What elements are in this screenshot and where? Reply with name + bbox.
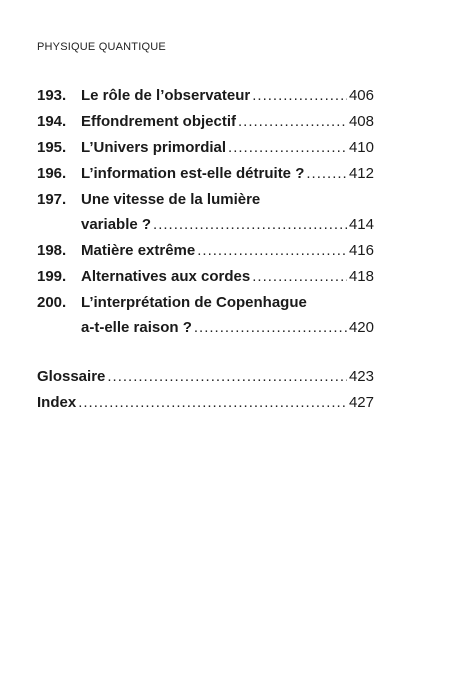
entry-title-line-2: variable ? — [81, 216, 152, 233]
entry-number: 198. — [37, 242, 67, 259]
entry-title: Alternatives aux cordes — [81, 268, 251, 285]
entry-title: Le rôle de l’observateur — [81, 87, 251, 104]
entry-title: Matière extrême — [81, 242, 196, 259]
entry-number: 196. — [37, 165, 67, 182]
entry-title-line-2: a-t-elle raison ? — [81, 319, 192, 336]
entry-page: 418 — [348, 268, 374, 285]
entry-page: 423 — [348, 368, 374, 385]
toc-entry-196[interactable] — [37, 161, 374, 186]
entry-page: 420 — [348, 319, 374, 336]
section-gap — [37, 340, 374, 364]
dot-leader — [78, 390, 347, 415]
table-of-contents — [37, 83, 374, 415]
dot-leader — [194, 315, 347, 340]
toc-entry-198[interactable] — [37, 238, 374, 263]
dot-leader — [252, 83, 347, 108]
entry-page: 427 — [348, 394, 374, 411]
entry-page: 414 — [348, 216, 374, 233]
toc-entry-193[interactable] — [37, 83, 374, 108]
toc-entry-200[interactable] — [37, 290, 374, 340]
toc-entry-199[interactable] — [37, 264, 374, 289]
dot-leader — [197, 238, 347, 263]
entry-title-line-1: Une vitesse de la lumière — [81, 191, 261, 208]
entry-page: 406 — [348, 87, 374, 104]
dot-leader — [107, 364, 347, 389]
dot-leader — [153, 212, 347, 237]
entry-title: L’information est-elle détruite ? — [81, 165, 305, 182]
dot-leader — [228, 135, 347, 160]
toc-entry-194[interactable] — [37, 109, 374, 134]
entry-number: 193. — [37, 87, 67, 104]
entry-title: Glossaire — [37, 368, 106, 385]
entry-title: L’Univers primordial — [81, 139, 227, 156]
entry-number: 195. — [37, 139, 67, 156]
entry-page: 416 — [348, 242, 374, 259]
entry-page: 410 — [348, 139, 374, 156]
toc-entry-index[interactable] — [37, 390, 374, 415]
entry-number: 200. — [37, 294, 67, 311]
entry-title-line-1: L’interprétation de Copenhague — [81, 294, 307, 311]
entry-page: 412 — [348, 165, 374, 182]
dot-leader — [238, 109, 347, 134]
entry-number: 199. — [37, 268, 67, 285]
entry-number: 194. — [37, 113, 67, 130]
entry-number: 197. — [37, 191, 67, 208]
toc-entry-glossaire[interactable] — [37, 364, 374, 389]
entry-page: 408 — [348, 113, 374, 130]
entry-title: Index — [37, 394, 77, 411]
dot-leader — [306, 161, 347, 186]
dot-leader — [252, 264, 347, 289]
running-head: PHYSIQUE QUANTIQUE — [37, 41, 166, 53]
toc-entry-197[interactable] — [37, 187, 374, 237]
entry-title: Effondrement objectif — [81, 113, 237, 130]
toc-entry-195[interactable] — [37, 135, 374, 160]
